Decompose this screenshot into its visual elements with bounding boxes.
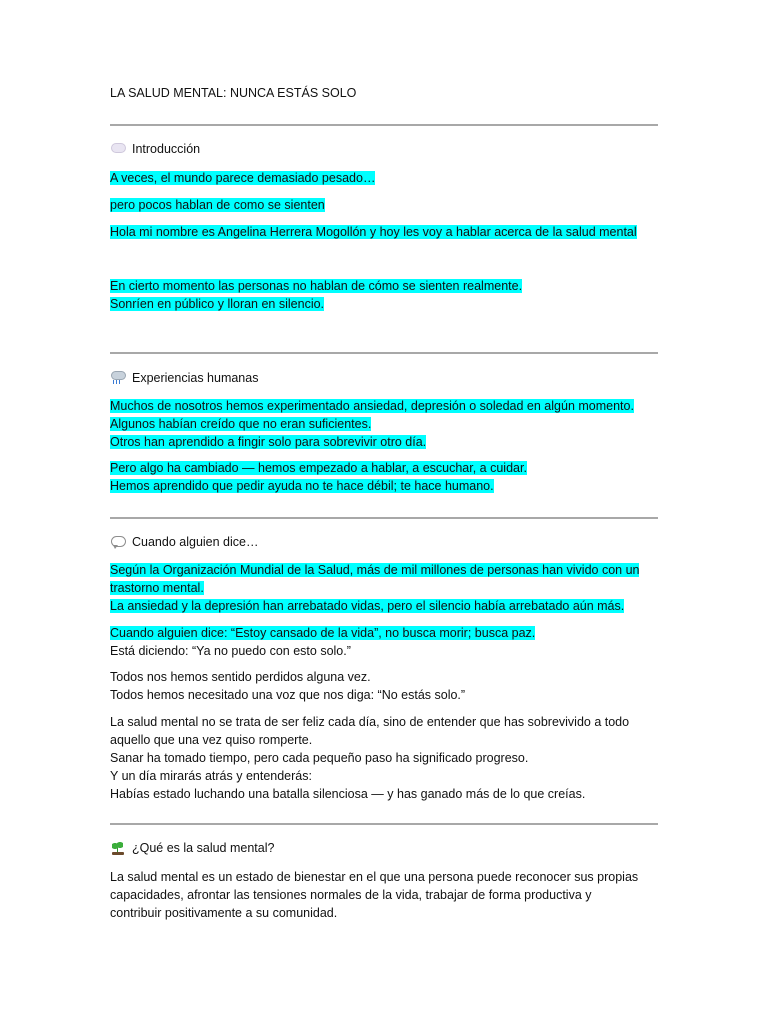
highlighted-text: Según la Organización Mundial de la Salud, más de mil millones de personas han vivido con un — [110, 563, 640, 577]
highlighted-text: A veces, el mundo parece demasiado pesado… — [110, 171, 376, 185]
paragraph — [110, 196, 658, 214]
thought-bubble-icon — [110, 142, 126, 156]
paragraph — [110, 277, 658, 313]
highlighted-text: pero pocos hablan de como se sienten — [110, 198, 325, 212]
heading-label: ¿Qué es la salud mental? — [132, 841, 275, 855]
body-text: La salud mental es un estado de bienestar en el que una persona puede reconocer sus propias — [110, 870, 639, 884]
paragraph — [110, 169, 658, 187]
paragraph — [110, 868, 658, 922]
speech-bubble-icon — [110, 535, 126, 549]
body-text: Todos nos hemos sentido perdidos alguna vez. — [110, 670, 371, 684]
highlighted-text: Cuando alguien dice: “Estoy cansado de la vida”, no busca morir; busca paz. — [110, 626, 536, 640]
section-divider — [110, 823, 658, 825]
highlighted-text: Sonríen en público y lloran en silencio. — [110, 297, 325, 311]
paragraph — [110, 459, 658, 495]
body-text: capacidades, afrontar las tensiones normales de la vida, trabajar de forma productiva y — [110, 888, 592, 902]
body-text: Y un día mirarás atrás y entenderás: — [110, 769, 312, 783]
body-text: Todos hemos necesitado una voz que nos diga: “No estás solo.” — [110, 688, 466, 702]
heading-label: Experiencias humanas — [132, 371, 259, 385]
heading-label: Introducción — [132, 142, 201, 156]
paragraph — [110, 668, 658, 704]
body-text: Sanar ha tomado tiempo, pero cada pequeño paso ha significado progreso. — [110, 751, 529, 765]
seedling-icon — [110, 841, 126, 855]
section-heading-what-is — [110, 841, 274, 855]
paragraph — [110, 624, 658, 660]
paragraph — [110, 397, 658, 451]
paragraph — [110, 223, 658, 241]
highlighted-text: Otros han aprendido a fingir solo para sobrevivir otro día. — [110, 435, 427, 449]
document-title: LA SALUD MENTAL: NUNCA ESTÁS SOLO — [110, 86, 357, 100]
rain-cloud-icon — [110, 371, 126, 385]
section-divider — [110, 352, 658, 354]
highlighted-text: Hola mi nombre es Angelina Herrera Mogollón y hoy les voy a hablar acerca de la salud mental — [110, 225, 637, 239]
body-text: aquello que una vez quiso romperte. — [110, 733, 313, 747]
highlighted-text: Hemos aprendido que pedir ayuda no te hace débil; te hace humano. — [110, 479, 494, 493]
paragraph — [110, 561, 658, 615]
body-text: Está diciendo: “Ya no puedo con esto solo.” — [110, 644, 351, 658]
section-heading-intro — [110, 142, 200, 156]
highlighted-text: En cierto momento las personas no hablan de cómo se sienten realmente. — [110, 279, 523, 293]
body-text: Habías estado luchando una batalla silenciosa — y has ganado más de lo que creías. — [110, 787, 586, 801]
body-text: La salud mental no se trata de ser feliz cada día, sino de entender que has sobrevivido a todo — [110, 715, 630, 729]
heading-label: Cuando alguien dice… — [132, 535, 259, 549]
highlighted-text: trastorno mental. — [110, 581, 204, 595]
body-text: contribuir positivamente a su comunidad. — [110, 906, 338, 920]
section-divider — [110, 517, 658, 519]
highlighted-text: Pero algo ha cambiado — hemos empezado a hablar, a escuchar, a cuidar. — [110, 461, 527, 475]
section-divider — [110, 124, 658, 126]
highlighted-text: Algunos habían creído que no eran suficientes. — [110, 417, 372, 431]
section-heading-experiences — [110, 371, 258, 385]
highlighted-text: Muchos de nosotros hemos experimentado ansiedad, depresión o soledad en algún momento. — [110, 399, 634, 413]
paragraph — [110, 713, 658, 803]
section-heading-someone-says — [110, 535, 258, 549]
highlighted-text: La ansiedad y la depresión han arrebatado vidas, pero el silencio había arrebatado aún más. — [110, 599, 625, 613]
